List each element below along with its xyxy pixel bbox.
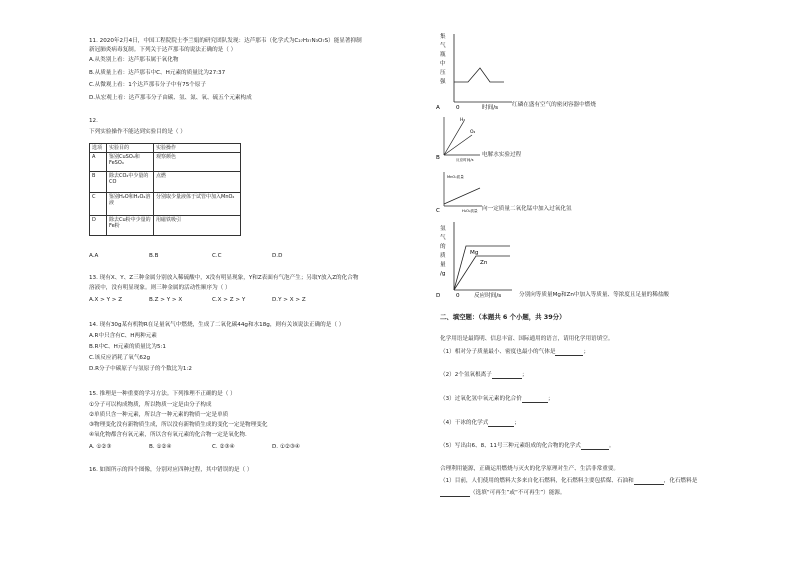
- table-cell: B: [90, 172, 107, 193]
- q11-option-b: B.从质量上看：达芦那韦中C、H元素的质量比为27:37: [89, 70, 226, 76]
- q15-item-4: ④氧化物都含有氧元素，所以含有氧元素的化合物一定是氧化物.: [89, 432, 247, 438]
- graph-a-ylabel: 中: [440, 61, 446, 67]
- q12-stem: 下列实验操作不能达到实验目的是（ ）: [89, 129, 186, 135]
- answer-blank[interactable]: [555, 349, 583, 356]
- graph-d-ylabel: 的: [440, 244, 446, 250]
- q14-option-c: C.该反应消耗了氧气62g: [89, 355, 151, 361]
- fill-item-4-end: ；: [514, 420, 520, 426]
- energy-item-1-text: （1）目前，人们使用的燃料大多来自化石燃料，化石燃料主要包括煤、石油和: [440, 478, 634, 484]
- table-row: [90, 172, 241, 193]
- table-cell: 观察颜色: [154, 153, 241, 172]
- fill-item-3-end: ；: [547, 396, 554, 402]
- graph-d-label-mg: Mg: [470, 250, 479, 256]
- q11-option-d: D.从宏观上看：达芦那韦分子由碳、氢、氮、氧、硫五个元素构成: [89, 95, 252, 101]
- fill-item-2-end: ；: [521, 372, 528, 378]
- q15-item-2: ②单质只含一种元素，所以含一种元素的物质一定是单质: [89, 412, 229, 418]
- graph-b-label-o2: O₂: [470, 130, 476, 135]
- graph-c-letter: C: [436, 208, 440, 214]
- graph-a-origin: 0: [456, 105, 460, 111]
- fill-item-3-text: （3）过氧化氢中氧元素的化合价: [440, 396, 522, 402]
- q12-choice-c: C.C: [212, 253, 222, 259]
- q15-choice-d: D. ①②③④: [272, 444, 300, 450]
- table-cell: 鉴别CuSO₄和FeSO₄: [107, 153, 154, 172]
- graph-d-ylabel: /g: [440, 271, 446, 277]
- q14-option-b: B.R中C、H元素的质量比为5:1: [89, 344, 166, 350]
- q15-item-3: ③物理变化没有新物质生成，所以没有新物质生成的变化一定是物理变化: [89, 422, 268, 428]
- q11-option-a: A.从类别上看：达芦那韦属于氧化物: [89, 57, 179, 63]
- answer-blank[interactable]: [634, 478, 664, 485]
- q14-stem: 14. 现有30g某有机物R在足量氧气中燃烧，生成了二氧化碳44g和水18g，则有关该说法正确的是（ ）: [89, 322, 345, 328]
- column-header: 实验操作: [154, 144, 241, 153]
- graph-a-ylabel: 气: [440, 43, 446, 49]
- graph-d-ylabel: 氢: [440, 226, 446, 232]
- q15-choice-c: C. ②③④: [212, 444, 235, 450]
- q12-choice-a: A.A: [89, 253, 99, 259]
- fill-item-5: [440, 443, 614, 450]
- q12-experiment-table: [89, 143, 241, 236]
- energy-item-1-end: （选填“可再生”或“不可再生”）能源。: [470, 490, 566, 496]
- graph-d-origin: 0: [456, 293, 460, 299]
- table-cell: 点燃: [154, 172, 241, 193]
- q13-stem-line2: 溶液中，没有明显现象。则三种金属的活动性顺序为（ ）: [89, 285, 231, 291]
- graph-d-ylabel: 质: [440, 253, 446, 259]
- energy-intro: 合理利用能源，正确运用燃烧与灭火的化学原理对生产、生活非常重要。: [440, 466, 620, 472]
- fill-item-1: [440, 349, 589, 356]
- fill-item-4: [440, 420, 520, 427]
- energy-item-1-mid: ，化石燃料是: [663, 478, 698, 484]
- o2-line: [444, 135, 472, 155]
- graph-b-letter: B: [436, 155, 440, 161]
- answer-blank[interactable]: [440, 490, 470, 497]
- energy-item-1: [440, 478, 697, 485]
- q12-choice-d: D.D: [272, 253, 283, 259]
- h2-line: [444, 121, 464, 155]
- q12-number: 12.: [89, 118, 98, 124]
- table-row: [90, 193, 241, 216]
- fill-item-4-text: （4）干冰的化学式: [440, 420, 489, 426]
- fill-item-5-text: （5）写出由6、8、11号三种元素组成的化合物的化学式: [440, 443, 581, 449]
- q14-option-a: A.R中只含有C、H两种元素: [89, 333, 157, 339]
- table-row: [90, 216, 241, 236]
- graph-d-ylabel: 气: [440, 235, 446, 241]
- q13-stem-line1: 13. 现有X、Y、Z三种金属分别放入稀硫酸中，X没有明显现象，Y和Z表面有气泡产生；另取Y放入Z的化合物: [89, 275, 359, 281]
- q13-choice-c: C.X > Z > Y: [212, 297, 246, 303]
- q15-choice-a: A. ①②③: [89, 444, 112, 450]
- graph-d-ylabel: 量: [440, 262, 446, 268]
- table-row: [90, 153, 241, 172]
- graph-a-ylabel: 压: [440, 70, 446, 76]
- q11-stem-line2: 新冠肺炎病毒复制。下列关于达芦那韦的说法正确的是（ ）: [89, 47, 237, 53]
- graph-c-xlabel: H₂O₂质量: [462, 209, 478, 213]
- q15-choice-b: B. ①②④: [149, 444, 172, 450]
- table-cell: C: [90, 193, 107, 216]
- energy-item-1-cont: [440, 490, 566, 497]
- table-header-row: [90, 144, 241, 153]
- graph-d-caption: 分别向等质量Mg和Zn中加入等质量、等浓度且足量的稀盐酸: [519, 292, 670, 298]
- table-cell: 除去Cu粉中少量的Fe粉: [107, 216, 154, 236]
- q11-option-c: C.从微观上看：1个达芦那韦分子中有75个原子: [89, 82, 207, 88]
- table-cell: A: [90, 153, 107, 172]
- graph-c-ylabel: MnO₂质量: [447, 175, 464, 179]
- fill-item-2-text: （2）2个氢氧根离子: [440, 372, 492, 378]
- graph-b-label-h2: H₂: [460, 118, 466, 123]
- q13-choice-b: B.Z > Y > X: [149, 297, 183, 303]
- answer-blank[interactable]: [492, 372, 522, 379]
- section-title: 二、填空题：（本题共 6 个小题，共 39分）: [440, 313, 566, 321]
- pressure-curve: [454, 68, 504, 82]
- q13-choice-a: A.X > Y > Z: [89, 297, 123, 303]
- graph-b-caption: 电解水实验过程: [482, 152, 522, 158]
- q14-option-d: D.R分子中碳原子与氢原子的个数比为1:2: [89, 366, 192, 372]
- fill-item-1-text: （1）相对分子质量最小、密度也最小的气体是: [440, 349, 556, 355]
- graph-c: [430, 168, 490, 216]
- fill-item-3: [440, 396, 553, 403]
- graph-b: [430, 113, 490, 163]
- answer-blank[interactable]: [488, 420, 514, 427]
- graph-d: [430, 218, 520, 300]
- mno2-line: [444, 188, 480, 204]
- graph-c-caption: 向一定质量二氧化锰中加入过氧化氢: [482, 206, 572, 212]
- graph-a-ylabel: 强: [440, 79, 446, 85]
- graph-a-ylabel: 集: [440, 34, 446, 40]
- table-cell: D: [90, 216, 107, 236]
- answer-blank[interactable]: [581, 443, 609, 450]
- graph-d-xlabel: 反应时间/s: [474, 293, 502, 299]
- q16-stem: 16. 如图所示的四个图像，分别对应四种过程，其中错误的是（ ）: [89, 467, 253, 473]
- graph-d-letter: D: [436, 293, 441, 299]
- graph-a-xlabel: 时间/s: [482, 105, 498, 111]
- fill-item-5-end: 。: [608, 443, 615, 449]
- fill-intro: 化学用语是最简明、信息丰富、国际通用的语言，请用化学用语填空。: [440, 336, 614, 342]
- answer-blank[interactable]: [522, 396, 548, 403]
- fill-item-2: [440, 372, 527, 379]
- graph-b-xlabel: 反应时间/s: [456, 158, 474, 162]
- graph-a: [430, 30, 520, 112]
- table-cell: 除去CO₂中少量的CO: [107, 172, 154, 193]
- table-cell: 分别取少量液体于试管中加入MnO₂: [154, 193, 241, 216]
- q11-stem-line1: 11. 2020年2月4日，中国工程院院士李兰娟的研究团队发现：达芦那韦（化学式为C₂₇H₃₇N₃O₇S）能显著抑制: [89, 38, 362, 44]
- graph-a-ylabel: 瓶: [440, 52, 446, 58]
- graph-a-caption: 红磷在盛有空气的密闭容器中燃烧: [512, 102, 596, 108]
- graph-a-letter: A: [436, 105, 440, 111]
- q13-choice-d: D.Y > X > Z: [272, 297, 306, 303]
- q15-item-1: ①分子可以构成物质，所以物质一定是由分子构成: [89, 402, 212, 408]
- table-cell: 用磁铁吸引: [154, 216, 241, 236]
- q15-stem: 15. 推理是一种重要的学习方法。下列推理不正确的是（ ）: [89, 391, 236, 397]
- column-header: 实验目的: [107, 144, 154, 153]
- graph-d-label-zn: Zn: [480, 260, 488, 266]
- table-cell: 鉴别H₂O和H₂O₂溶液: [107, 193, 154, 216]
- column-header: 选项: [90, 144, 107, 153]
- mg-curve: [454, 246, 510, 290]
- fill-item-1-end: ；: [583, 349, 590, 355]
- q12-choice-b: B.B: [149, 253, 159, 259]
